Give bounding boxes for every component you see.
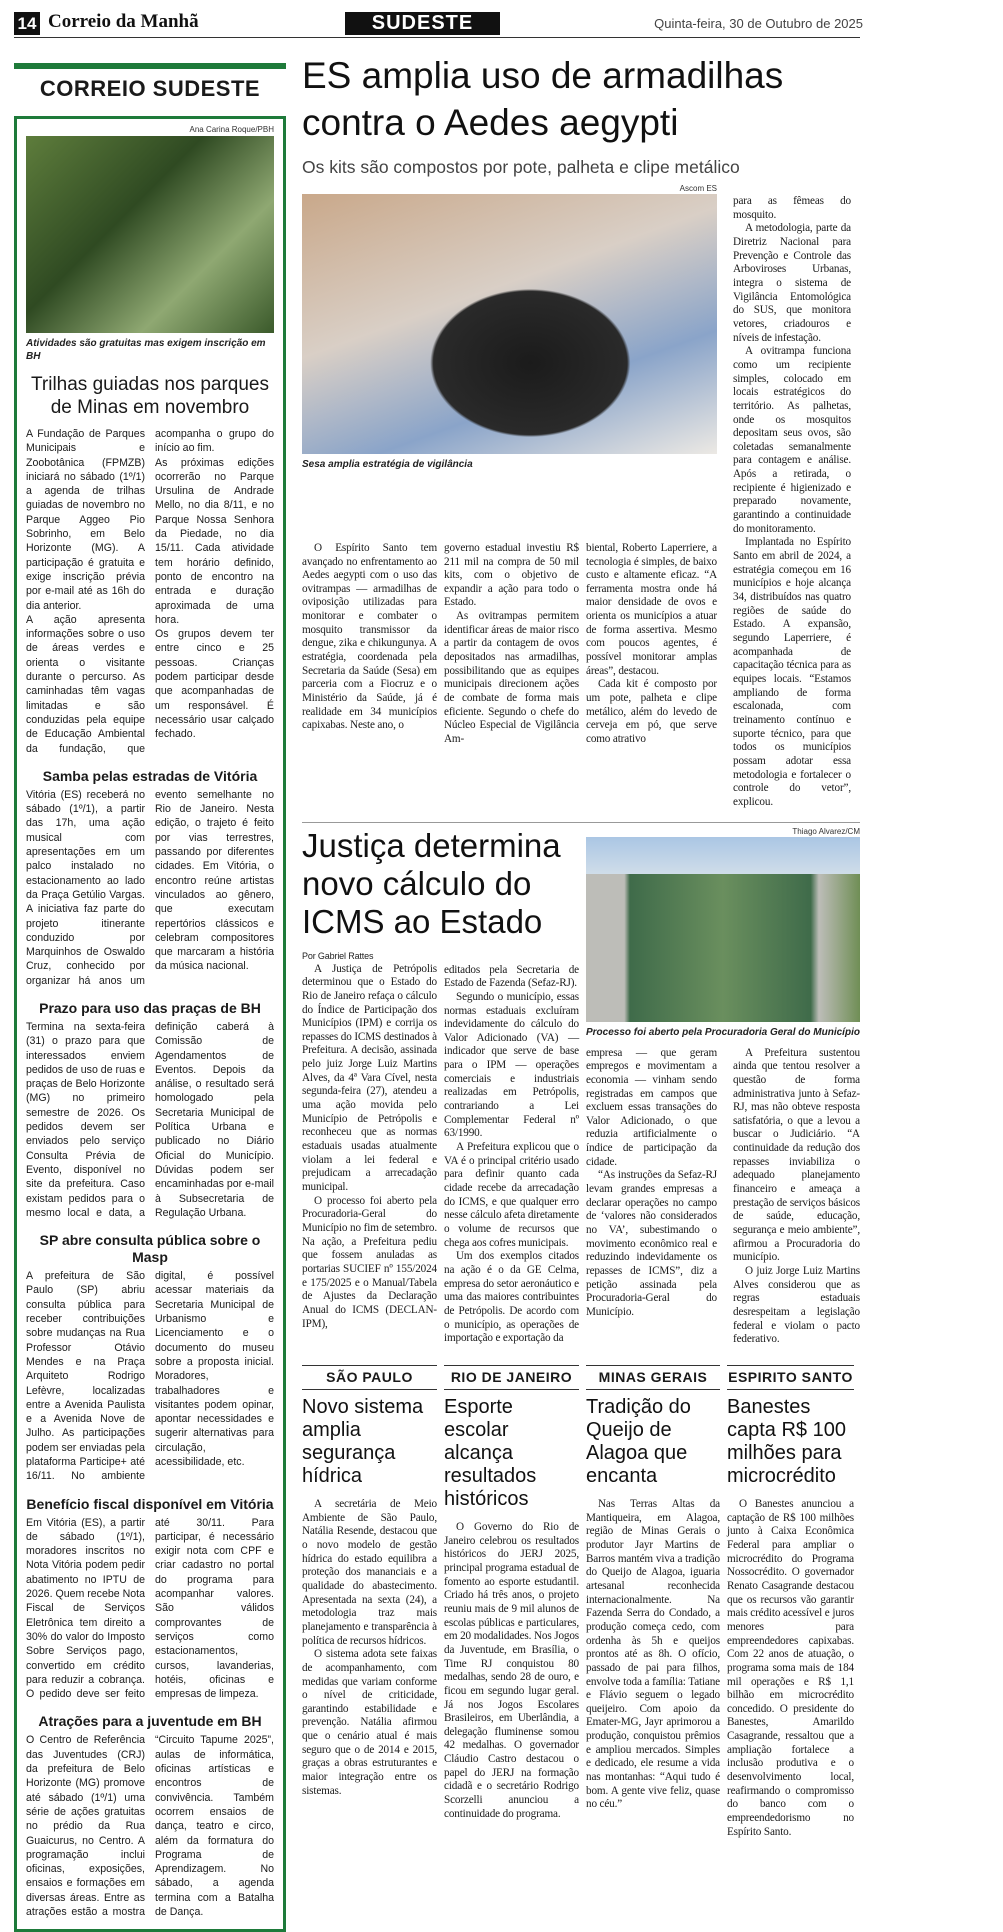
article-column: [586, 1047, 717, 1320]
article-column: [733, 184, 851, 810]
paragraph: A ovitrampa funciona como um recipiente simples, colocado em locais estratégicos do território. As palhetas, onde os mosquitos depositam seus ovos, são coletadas semanalmente para contagem e análise. Após a retirada, o recipiente é higienizado e preparado novamente, garantindo a continuidade do monitoramento.: [733, 345, 851, 535]
paragraph: O Espírito Santo tem avançado no enfrentamento ao Aedes aegypti com o uso das ovitrampas — armadilhas de oviposição utilizadas para monitorar e combater o mosquito transmissor da dengue, zika e chikungunya. A estratégia, coordenada pela Secretaria da Saúde (Sesa) em parceria com a Fiocruz e o Ministério da Saúde, já é realidade em 34 municípios capixabas. Neste ano, o: [302, 541, 437, 732]
photo-caption: Sesa amplia estratégia de vigilância: [302, 459, 473, 470]
paragraph: A prefeitura de São Paulo (SP) abriu consulta pública para receber contribuições sobre mudanças na Rua Professor Otávio Mendes e na Praça Arquiteto Rodrigo Lefèvre, localizadas entre a Avenida Paulista e a Avenida Nove de Julho. As participações podem ser enviadas pela plataforma Participe+ até 16/11. No ambiente digital, é possível acessar materiais da Secretaria Municipal de Urbanismo e Licenciamento e o documento do museu sobre a proposta inicial. Moradores, trabalhadores e visitantes podem opinar, apontar necessidades e sugerir alternativas para circulação, acessibilidade, etc.: [26, 1270, 274, 1483]
paragraph: Em Vitória (ES), a partir de sábado (1º/1), moradores inscritos no Nota Vitória podem pedir abatimento no IPTU de 2026. Quem recebe Nota Fiscal de Serviços Eletrônica tem direito a 30% do valor do Imposto Sobre Serviços pago, convertido em crédito para reduzir a cobrança. O pedido deve ser feito até 30/11. Para participar, é necessário exigir nota com CPF e criar cadastro no portal do programa para acompanhar valores. São válidos comprovantes de serviços como estacionamentos, cursos, lavanderias, hotéis, oficinas e empresas de limpeza.: [26, 1516, 274, 1701]
trail-photo: [26, 136, 274, 333]
paragraph: Implantada no Espírito Santo em abril de 2024, a estratégia começou em 16 municípios e hoje alcança 34, distribuídos nas quatro regiões de saúde do Estado. A expansão, segundo Laperriere, é acompanhada de capacitação técnica para as equipes locais. “Estamos ampliando de forma escalonada, com treinamento contínuo e suporte técnico, para que todos os municípios possam adotar essa metodologia e fortalecer o controle do vetor”, explicou.: [733, 536, 851, 808]
column-text: [302, 963, 437, 1332]
paragraph: governo estadual investiu R$ 211 mil na compra de 50 mil kits, com o objetivo de expandir a ação para todo o Estado.: [444, 541, 579, 609]
note-title: Trilhas guiadas nos parques de Minas em novembro: [31, 374, 269, 418]
article-column: [733, 1047, 860, 1347]
paragraph: Vitória (ES) receberá no sábado (1º/1), a partir das 17h, uma ação musical com apresentações em um palco instalado no estacionamento ao lado da Praça Getúlio Vargas. A iniciativa faz parte do projeto itinerante conduzido por Marquinhos de Oswaldo Cruz, conhecido por organizar há anos um evento semelhante no Rio de Janeiro. Nesta edição, o trajeto é feito por vias terrestres, passando por diferentes cidades. Em Vitória, o encontro reúne artistas vinculados ao gênero, que executam repertórios clássicos e celebram compositores que marcaram a história da música nacional.: [26, 788, 274, 987]
region-headline: Esporte escolar alcança resultados históricos: [444, 1395, 537, 1510]
second-article-right: [586, 827, 860, 1347]
paragraph: editados pela Secretaria de Estado de Fazenda (Sefaz-RJ).: [444, 963, 579, 990]
paragraph: A Fundação de Parques Municipais e Zoobotânica (FPMZB) iniciará no sábado (1º/1) a agenda de trilhas guiadas de novembro no Parque Aggeo Pio Sobrinho, em Belo Horizonte (MG). A participação é gratuita e exige inscrição prévia por e-mail até as 16h do dia anterior.: [26, 428, 145, 612]
article-divider: [302, 822, 860, 823]
paragraph: A ação apresenta informações sobre o uso de áreas verdes e orienta o visitante durante o percurso. As caminhadas têm vagas limitadas e são conduzidas pela equipe de Educação Ambiental da fundação, que acompanha o grupo do início ao fim.: [26, 428, 274, 755]
region-tag: MINAS GERAIS: [586, 1365, 720, 1390]
region-body: [444, 1521, 579, 1821]
newspaper-name: Correio da Manhã: [48, 11, 199, 32]
article-column: [586, 542, 717, 810]
region-headline: Novo sistema amplia segurança hídrica: [302, 1395, 424, 1487]
second-article-left: [302, 827, 579, 1346]
region-tag: ESPIRITO SANTO: [727, 1365, 854, 1390]
paragraph: Nas Terras Altas da Mantiqueira, em Alagoa, região de Minas Gerais o produtor Jayr Martins de Barros mantém viva a tradição do Queijo de Alagoa, iguaria artesanal reconhecida internacionalmente. Na Fazenda Serra do Condado, a produção começa cedo, com ordenha às 5h e queijos prontos até as 8h. O ofício, passado de pai para filhos, envolve toda a família: Tatiane e Flávio seguem o legado queijeiro. Com apoio da Emater-MG, Jayr aprimorou a produção, conquistou prêmios e ampliou mercados. Simples e dedicado, ele resume a vida nas montanhas: “Aqui tudo é bom. A gente vive feliz, quase no céu.”: [586, 1497, 720, 1811]
paragraph: Os grupos devem ter entre cinco e 25 pessoas. Crianças podem participar desde que acompanhadas de um responsável. É necessário usar calçado fechado.: [155, 628, 274, 741]
paragraph: A Prefeitura explicou que o VA é o principal critério usado para definir quanto cada cidade recebe da arrecadação do ICMS, e que qualquer erro nesse cálculo afeta diretamente o volume de recursos que chega aos cofres municipais.: [444, 1141, 579, 1249]
note-body: [26, 1733, 274, 1919]
byline: Por Gabriel Rattes: [302, 950, 374, 961]
photo-credit: Thiago Alvarez/CM: [792, 826, 860, 836]
photo-caption: Atividades são gratuitas mas exigem inscrição em BH: [26, 338, 266, 362]
paragraph: O juiz Jorge Luiz Martins Alves considerou que as regras estaduais desrespeitam a legislação federal e violam o pacto federativo.: [733, 1265, 860, 1346]
correio-sudeste-box: [14, 116, 286, 1932]
main-region: [302, 52, 860, 1859]
region-body: [586, 1498, 720, 1812]
note-body: [26, 1020, 274, 1220]
region-body: [727, 1498, 854, 1839]
paragraph: O processo foi aberto pela Procuradoria-Geral do Município no fim de setembro. Na ação, a Prefeitura pediu que fossem anuladas as portarias SUCIEF nº 155/2024 e 175/2025 e o Manual/Tabela de Ajustes da Declaração Anual do ICMS (DECLAN-IPM),: [302, 1194, 437, 1330]
lead-note: [26, 373, 274, 756]
column-title: CORREIO SUDESTE: [39, 76, 261, 101]
paragraph: Um dos exemplos citados na ação é o da GE Celma, empresa do setor aeronáutico e uma das maiores contribuintes de Petrópolis. De acordo com o município, as operações de importação e exportação da: [444, 1250, 579, 1345]
brief-note: [26, 1000, 274, 1220]
main-subtitle: Os kits são compostos por pote, palheta e clipe metálico: [302, 157, 740, 177]
note-body: [26, 427, 274, 756]
region-brief: [586, 1365, 720, 1839]
paragraph: A Prefeitura sustentou ainda que tentou resolver a questão de forma administrativa junto à Sefaz-RJ, mas não obteve resposta satisfatória, o que a levou a buscar o Judiciário. “A continuidade da redução dos repasses inviabiliza o adequado planejamento financeiro e ameaça a prestação de serviços básicos de saúde, educação, segurança e meio ambiente”, afirmou a Procuradoria do município.: [733, 1046, 860, 1264]
second-article: [302, 827, 860, 1347]
photo-caption: Processo foi aberto pela Procuradoria Geral do Município: [586, 1026, 860, 1038]
paragraph: biental, Roberto Laperriere, a tecnologia é simples, de baixo custo e altamente eficaz. “A ferramenta mostra onde há maior densidade de ovos e orienta os municípios a atuar de forma assertiva. Mesmo com poucos agentes, é possível monitorar amplas áreas”, destacou.: [586, 541, 717, 677]
paragraph: Segundo o município, essas normas estaduais excluíram indevidamente do cálculo do Valor Adicionado (VA) — indicador que serve de base para o IPM — operações comerciais e industriais realizadas em Petrópolis, contrariando a Lei Complementar Federal nº 63/1990.: [444, 990, 579, 1140]
note-title: Benefício fiscal disponível em Vitória: [26, 1495, 274, 1512]
paragraph: para as fêmeas do mosquito.: [733, 195, 851, 221]
region-brief: [444, 1365, 579, 1839]
header-rule: [14, 37, 860, 38]
regional-briefs: [302, 1365, 860, 1859]
paragraph: As próximas edições ocorrerão no Parque Ursulina de Andrade Mello, no dia 8/11, e no Parque Nossa Senhora da Piedade, no dia 15/11. Cada atividade tem horário definido, ponto de encontro na entrada e duração aproximada de uma hora.: [155, 456, 274, 626]
main-headline: ES amplia uso de armadilhas contra o Aedes aegypti: [302, 55, 784, 143]
section-accent-bar: [14, 63, 286, 69]
region-tag: SÃO PAULO: [302, 1365, 437, 1390]
main-article: [302, 184, 860, 810]
note-title: SP abre consulta pública sobre o Masp: [39, 1232, 261, 1266]
region-body: [302, 1498, 437, 1798]
article-column: [302, 941, 437, 1332]
paragraph: “As instruções da Sefaz-RJ levam grandes empresas a declarar operações no campo de ‘valores não considerados no VA’, subestimando o movimento econômico real e reduzindo indevidamente os repasses de ICMS”, diz a petição assinada pela Procuradoria-Geral do Município.: [586, 1169, 717, 1318]
paragraph: O Banestes anunciou a captação de R$ 100 milhões junto à Caixa Econômica Federal para ampliar o microcrédito do Programa Nossocrédito. O governador Renato Casagrande destacou que os recursos vão garantir mais crédito acessível e juros menores para empreendedores capixabas. Com 22 anos de atuação, o programa soma mais de 184 mil operações e R$ 1,1 bilhão em microcrédito concedido. O presidente do Banestes, Amarildo Casagrande, ressaltou que a ampliação fortalece a inclusão produtiva e o desenvolvimento local, reafirmando o compromisso do banco com o empreendedorismo no Espírito Santo.: [727, 1497, 854, 1838]
note-title: Atrações para a juventude em BH: [38, 1713, 262, 1730]
brief-note: [26, 1232, 274, 1483]
region-brief: [727, 1365, 854, 1839]
paragraph: Cada kit é composto por um pote, palheta e clipe metálico, além do levedo de cerveja em pó, que serve como atrativo: [586, 678, 717, 746]
brief-note: [26, 1496, 274, 1702]
note-title: Prazo para uso das praças de BH: [39, 999, 261, 1016]
paragraph: O Governo do Rio de Janeiro celebrou os resultados históricos do JERJ 2025, principal programa estadual de fomento ao esporte estudantil. Criado há três anos, o projeto reuniu mais de 9 mil alunos de escolas públicas e particulares, em 20 modalidades. Nos Jogos da Juventude, em Brasília, o Time RJ conquistou 80 medalhas, sendo 28 de ouro, e ficou em segundo lugar geral. Já nos Jogos Escolares Brasileiros, em Uberlândia, a delegação fluminense somou 42 medalhas. O governador Cláudio Castro destacou o papel do JERJ na formação cidadã e o secretário Rodrigo Scorzelli anunciou a continuidade do programa.: [444, 1520, 579, 1820]
ovitrap-photo: [302, 194, 717, 454]
paragraph: A secretária de Meio Ambiente de São Paulo, Natália Resende, destacou que o novo modelo de gestão hídrica do estado equilibra a proteção dos mananciais e a qualidade do abastecimento. Apresentada na sexta (24), a metodologia traz mais planejamento e transparência à política de recursos hídricos.: [302, 1497, 437, 1647]
photo-block: [302, 184, 717, 542]
column-pair: [586, 1047, 860, 1347]
page-number: 14: [14, 12, 40, 35]
section-label: SUDESTE: [345, 12, 500, 35]
paragraph: A Justiça de Petrópolis determinou que o Estado do Rio de Janeiro refaça o cálculo do Índice de Participação dos Municípios (IPM) e corrija os repasses do ICMS destinados à Prefeitura. A decisão, assinada pelo juiz Jorge Luiz Martins Alves, da 4ª Vara Cível, nesta segunda-feira (27), atendeu a uma ação movida pelo Município de Petrópolis e reconheceu que as normas estaduais usadas atualmente violam a lei federal e prejudicam a arrecadação municipal.: [302, 962, 437, 1194]
paragraph: A metodologia, parte da Diretriz Nacional para Prevenção e Controle das Arboviroses Urbanas, integra o sistema de Vigilância Entomológica do SUS, que monitora vetores, criadouros e níveis de infestação.: [733, 222, 851, 344]
note-body: [26, 1516, 274, 1702]
brief-note: [26, 1713, 274, 1919]
region-brief: [302, 1365, 437, 1839]
column-pair: [302, 941, 579, 1346]
paragraph: empresa — que geram empregos e movimentam a economia — vinham sendo registradas em campos que excluem essas transações do Valor Adicionado, o que reduzia artificialmente o índice de participação da cidade.: [586, 1046, 717, 1168]
brief-note: [26, 768, 274, 988]
note-title: Samba pelas estradas de Vitória: [42, 767, 258, 784]
paragraph: O sistema adota sete faixas de acompanhamento, com medidas que variam conforme o nível de criticidade, garantindo estabilidade e prevenção. Natália afirmou que o cenário atual é mais seguro que o de 2014 e 2015, graças a obras estruturantes e maior integração entre os sistemas.: [302, 1648, 437, 1797]
paragraph: O Centro de Referência das Juventudes (CRJ) da prefeitura de Belo Horizonte (MG) promove até sábado (1º/1) uma série de ações gratuitas no prédio da Rua Guaicurus, no Centro. A programação inclui oficinas, exposições, ensaios e formações em diversas áreas. Entre as atrações estão a mostra “Circuito Tapume 2025”, aulas de informática, oficinas artísticas e encontros de convivência. Também ocorrem ensaios de dança, teatro e circo, além da formatura do Programa de Aprendizagem. No sábado, a agenda termina com a Batalha de Dança.: [26, 1734, 274, 1919]
region-headline: Tradição do Queijo de Alagoa que encanta: [586, 1395, 691, 1487]
paragraph: As ovitrampas permitem identificar áreas de maior risco a partir da contagem de ovos depositados nas armadilhas, possibilitando que as equipes municipais direcionem ações de combate de forma mais eficiente. Segundo o chefe do Núcleo Especial de Vigilância Am-: [444, 610, 579, 746]
paragraph: Termina na sexta-feira (31) o prazo para que interessados enviem pedidos de uso de ruas e praças de Belo Horizonte (MG) no primeiro semestre de 2026. Os pedidos devem ser enviados pelo serviço Consulta Prévia de Evento, disponível no site da prefeitura. Caso existam pedidos para o mesmo local e data, a definição caberá à Comissão de Agendamentos de Eventos. Depois da análise, o resultado será homologado pela Secretaria Municipal de Política Urbana e publicado no Diário Oficial do Município. Dúvidas podem ser encaminhadas por e-mail à Subsecretaria de Regulação Urbana.: [26, 1020, 274, 1219]
issue-date: Quinta-feira, 30 de Outubro de 2025: [654, 16, 863, 31]
building-photo: [586, 837, 860, 1022]
article-column: [302, 542, 437, 810]
brief-notes: [26, 768, 274, 1919]
region-headline: Banestes capta R$ 100 milhões para microcrédito: [727, 1395, 846, 1487]
note-body: [26, 788, 274, 988]
note-body: [26, 1269, 274, 1483]
article-column: [444, 542, 579, 810]
article-column: [444, 941, 579, 1346]
photo-credit: Ana Carina Roque/PBH: [189, 125, 274, 134]
photo-credit: Ascom ES: [679, 184, 717, 193]
region-tag: RIO DE JANEIRO: [444, 1365, 579, 1390]
second-headline: Justiça determina novo cálculo do ICMS ao Estado: [302, 826, 561, 940]
